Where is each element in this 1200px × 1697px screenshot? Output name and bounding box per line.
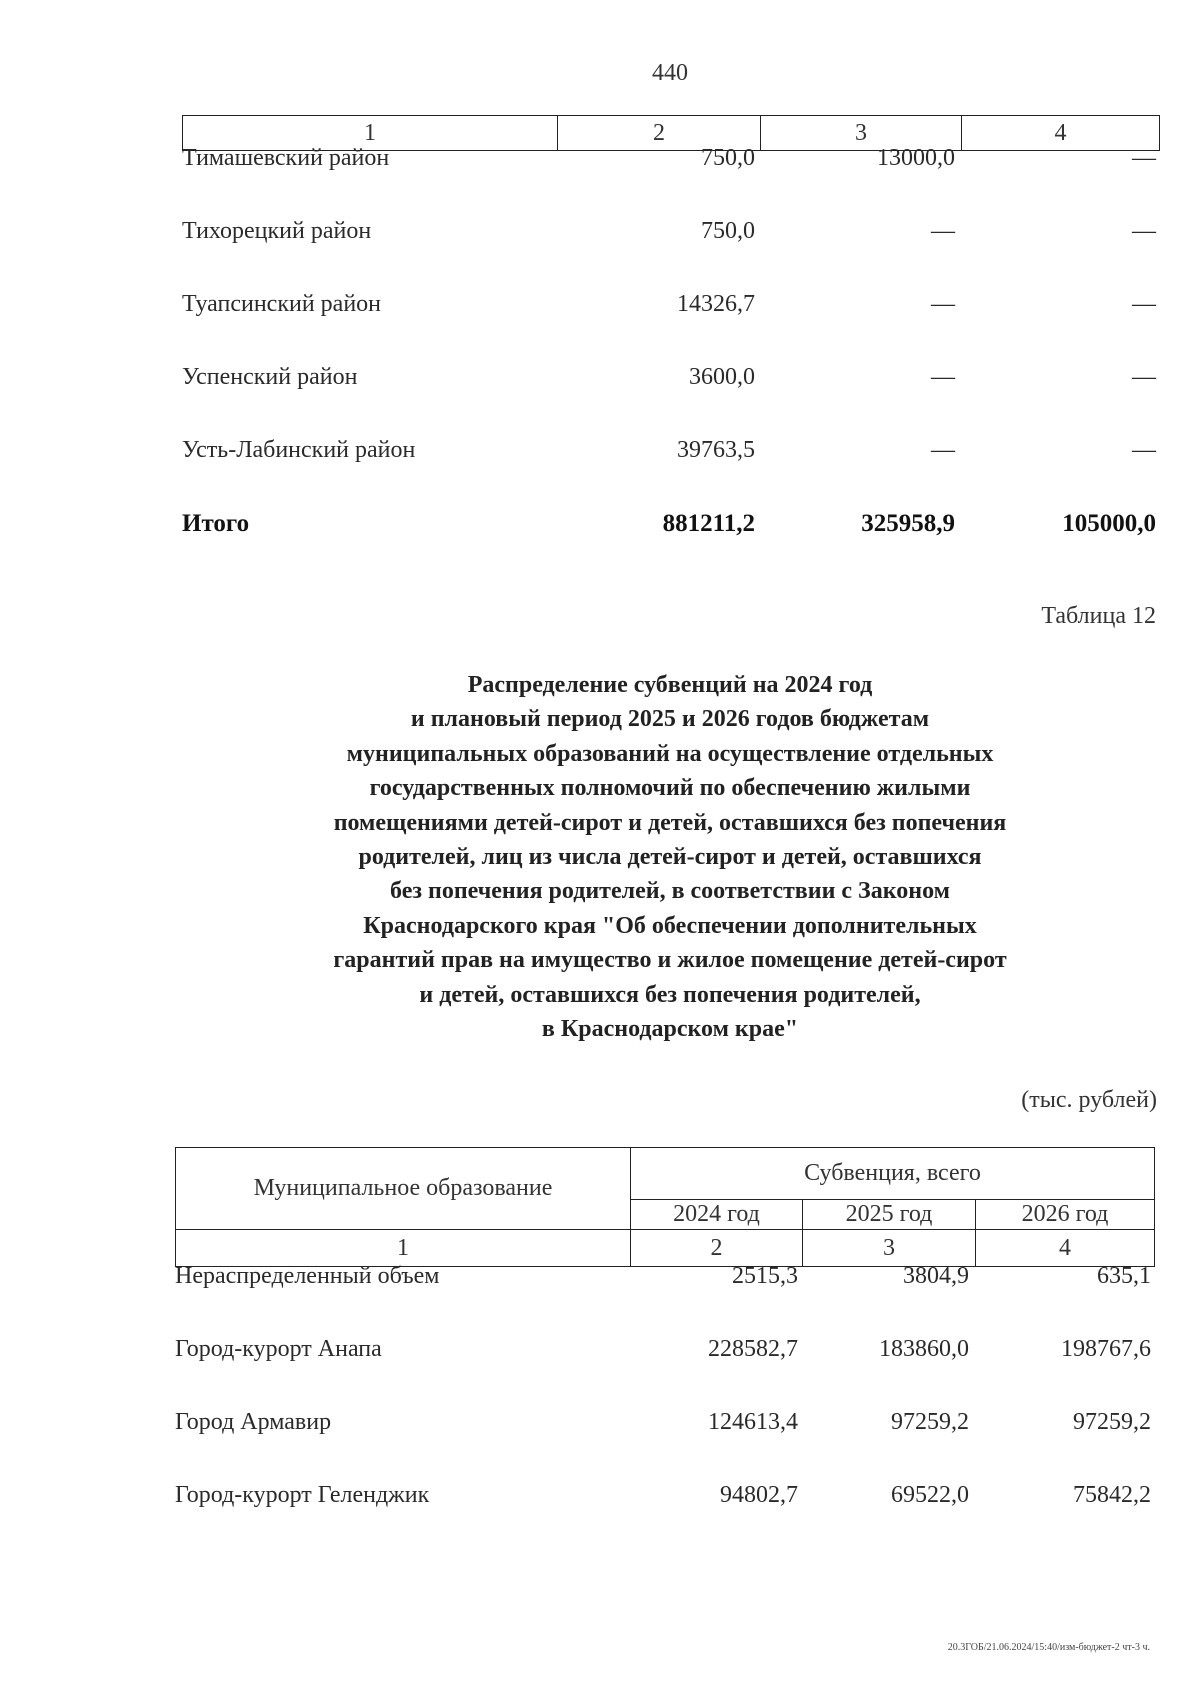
row-value-2026: 75842,2 bbox=[1073, 1482, 1151, 1508]
table-header bbox=[175, 1147, 1155, 1267]
row-value-2026: — bbox=[1132, 218, 1156, 244]
table-total-row bbox=[182, 510, 1160, 544]
row-value-2026: — bbox=[1132, 437, 1156, 463]
header-year-2024: 2024 год bbox=[631, 1200, 803, 1230]
total-value-2026: 105000,0 bbox=[1062, 510, 1156, 537]
total-value-2024: 881211,2 bbox=[662, 510, 755, 537]
table-continuation bbox=[182, 115, 1160, 537]
column-number: 3 bbox=[760, 116, 961, 150]
row-value-2024: 750,0 bbox=[701, 218, 755, 244]
column-number: 4 bbox=[1059, 1234, 1071, 1261]
column-number: 2 bbox=[557, 116, 760, 150]
table-row bbox=[182, 145, 1160, 179]
table-row bbox=[175, 1409, 1155, 1443]
header-subvention-total: Субвенция, всего bbox=[631, 1148, 1154, 1200]
row-value-2024: 750,0 bbox=[701, 145, 755, 171]
row-name: Город Армавир bbox=[175, 1409, 332, 1435]
subvention-table bbox=[175, 1147, 1155, 1508]
row-name: Тимашевский район bbox=[182, 145, 390, 171]
row-value-2024: 228582,7 bbox=[708, 1336, 798, 1362]
row-value-2025: 13000,0 bbox=[877, 145, 955, 171]
row-value-2025: — bbox=[931, 437, 955, 463]
title-line: гарантий прав на имущество и жилое помещение детей-сирот bbox=[333, 947, 1007, 974]
header-year-2025: 2025 год bbox=[803, 1200, 976, 1230]
table-title bbox=[200, 668, 1140, 1046]
row-value-2026: — bbox=[1132, 364, 1156, 390]
table-row bbox=[175, 1336, 1155, 1370]
title-line: без попечения родителей, в соответствии с Законом bbox=[390, 878, 950, 905]
table-row bbox=[182, 437, 1160, 471]
title-line: Распределение субвенций на 2024 год bbox=[467, 672, 873, 698]
column-number: 1 bbox=[364, 119, 376, 146]
table-row bbox=[175, 1263, 1155, 1297]
total-label: Итого bbox=[182, 510, 250, 537]
table-row bbox=[182, 291, 1160, 325]
row-name: Город-курорт Анапа bbox=[175, 1336, 382, 1362]
table-row bbox=[182, 364, 1160, 398]
total-value-2025: 325958,9 bbox=[861, 510, 955, 537]
title-line: Краснодарского края "Об обеспечении дополнительных bbox=[363, 912, 977, 939]
row-value-2024: 124613,4 bbox=[708, 1409, 798, 1435]
row-value-2025: 3804,9 bbox=[903, 1263, 969, 1289]
table-label: Таблица 12 bbox=[1041, 603, 1156, 629]
title-line: муниципальных образований на осуществление отдельных bbox=[346, 740, 994, 767]
table-row bbox=[175, 1482, 1155, 1516]
row-name: Усть-Лабинский район bbox=[182, 437, 416, 463]
header-municipality: Муниципальное образование bbox=[176, 1148, 631, 1230]
row-value-2025: — bbox=[931, 364, 955, 390]
row-value-2025: 69522,0 bbox=[891, 1482, 969, 1508]
row-name: Успенский район bbox=[182, 364, 358, 390]
row-value-2026: — bbox=[1132, 291, 1156, 317]
row-value-2024: 2515,3 bbox=[732, 1263, 798, 1289]
title-line: помещениями детей-сирот и детей, оставшихся без попечения bbox=[333, 809, 1007, 836]
column-number: 4 bbox=[961, 116, 1159, 150]
row-value-2025: 97259,2 bbox=[891, 1409, 969, 1435]
column-number: 3 bbox=[803, 1230, 976, 1266]
table-row bbox=[182, 218, 1160, 252]
row-value-2025: — bbox=[931, 218, 955, 244]
page-number: 440 bbox=[652, 60, 688, 86]
title-line: родителей, лиц из числа детей-сирот и детей, оставшихся bbox=[358, 844, 982, 871]
column-number: 2 bbox=[631, 1230, 803, 1266]
row-value-2025: 183860,0 bbox=[879, 1336, 969, 1362]
title-line: государственных полномочий по обеспечению жилыми bbox=[369, 775, 971, 802]
column-number: 1 bbox=[176, 1230, 631, 1266]
row-name: Город-курорт Геленджик bbox=[175, 1482, 430, 1508]
row-name: Тихорецкий район bbox=[182, 218, 372, 244]
row-value-2024: 39763,5 bbox=[677, 437, 755, 463]
row-value-2024: 94802,7 bbox=[720, 1482, 798, 1508]
title-line: и детей, оставшихся без попечения родителей, bbox=[419, 981, 921, 1008]
row-value-2024: 14326,7 bbox=[677, 291, 755, 317]
title-line: в Краснодарском крае" bbox=[541, 1016, 799, 1043]
row-name: Нераспределенный объем bbox=[175, 1263, 440, 1289]
row-value-2025: — bbox=[931, 291, 955, 317]
row-value-2024: 3600,0 bbox=[689, 364, 755, 390]
row-value-2026: 635,1 bbox=[1097, 1263, 1151, 1289]
title-line: и плановый период 2025 и 2026 годов бюджетам bbox=[410, 706, 930, 733]
units-note: (тыс. рублей) bbox=[1021, 1087, 1157, 1113]
row-value-2026: 198767,6 bbox=[1061, 1336, 1151, 1362]
document-footer: 20.3ГОБ/21.06.2024/15:40/изм-бюджет-2 чт-3 ч. bbox=[947, 1642, 1150, 1653]
row-name: Туапсинский район bbox=[182, 291, 382, 317]
header-year-2026: 2026 год bbox=[976, 1200, 1154, 1230]
row-value-2026: — bbox=[1132, 145, 1156, 171]
row-value-2026: 97259,2 bbox=[1073, 1409, 1151, 1435]
